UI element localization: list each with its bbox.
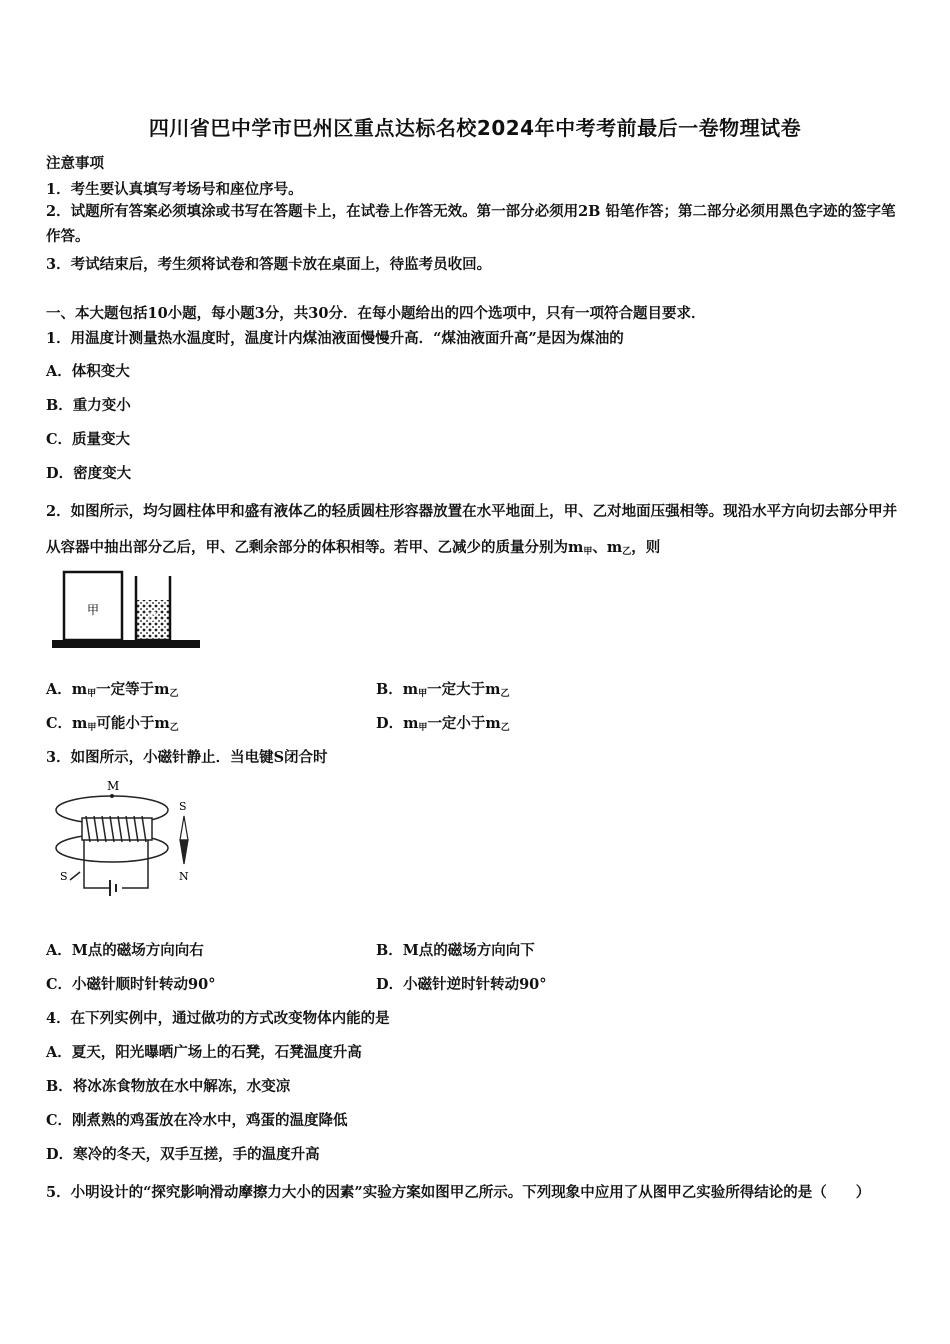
label-jia: 甲	[86, 603, 100, 617]
needle-north	[180, 840, 188, 864]
switch	[70, 872, 80, 880]
q2-option-c: C．$m_甲$可能小于$m_乙$	[46, 715, 179, 733]
q1-option-a: A．体积变大	[46, 363, 130, 380]
battery	[110, 880, 116, 896]
label-m: M	[107, 779, 120, 793]
q2-stem: 2．如图所示，均匀圆柱体甲和盛有液体乙的轻质圆柱形容器放置在水平地面上，甲、乙对地面压强相等。现沿水平方向切去部分甲并从容器中抽出部分乙后，甲、乙剩余部分的体积相等。若甲、乙减少的质量分别为$m_甲$、$m_乙$，则	[46, 503, 898, 557]
q1-option-b: B．重力变小	[46, 397, 131, 414]
q1-option-c: C．质量变大	[46, 431, 131, 448]
label-s: S	[179, 800, 187, 813]
q4-option-c: C．刚煮熟的鸡蛋放在冷水中，鸡蛋的温度降低	[46, 1112, 348, 1129]
needle-south	[180, 816, 188, 840]
q3-option-b: B．M点的磁场方向向下	[376, 942, 535, 959]
q4-option-a: A．夏天，阳光曝晒广场上的石凳，石凳温度升高	[46, 1044, 362, 1061]
q3-option-a: A．M点的磁场方向向右	[46, 942, 204, 959]
q3-option-d: D．小磁针逆时针转动90°	[376, 976, 547, 993]
q2-option-d: D．$m_甲$一定小于$m_乙$	[376, 715, 510, 733]
label-n: N	[179, 870, 189, 883]
q1-option-d: D．密度变大	[46, 465, 132, 482]
notice-heading: 注意事项	[46, 155, 104, 172]
q5-stem: 5．小明设计的“探究影响滑动摩擦力大小的因素”实验方案如图甲乙所示。下列现象中应用了从图甲乙实验所得结论的是（ ）	[46, 1184, 871, 1201]
q3-option-c: C．小磁针顺时针转动90°	[46, 976, 216, 993]
notice-item-3: 3．考试结束后，考生须将试卷和答题卡放在桌面上，待监考员收回。	[46, 256, 492, 273]
point-m	[110, 794, 114, 798]
q4-option-b: B．将冰冻食物放在水中解冻，水变凉	[46, 1078, 291, 1095]
q4-stem: 4．在下列实例中，通过做功的方式改变物体内能的是	[46, 1010, 390, 1027]
q4-option-d: D．寒冷的冬天，双手互搓，手的温度升高	[46, 1146, 320, 1163]
q3-stem: 3．如图所示，小磁针静止．当电键S闭合时	[46, 749, 328, 766]
notice-item-2: 2．试题所有答案必须填涂或书写在答题卡上，在试卷上作答无效。第一部分必须用2B 铅笔作答；第二部分必须用黑色字迹的签字笔作答。	[46, 203, 896, 245]
q2-option-a: A．$m_甲$一定等于$m_乙$	[46, 681, 179, 699]
q3-figure	[50, 776, 210, 908]
label-switch: S	[60, 870, 68, 883]
page-title: 四川省巴中学市巴州区重点达标名校2024年中考考前最后一卷物理试卷	[148, 116, 802, 140]
notice-item-1: 1．考生要认真填写考场号和座位序号。	[46, 181, 303, 198]
q2-option-b: B．$m_甲$一定大于$m_乙$	[376, 681, 510, 699]
circuit-wire	[84, 840, 148, 888]
solenoid-core	[82, 818, 152, 840]
q1-stem: 1．用温度计测量热水温度时，温度计内煤油液面慢慢升高．“煤油液面升高”是因为煤油的	[46, 330, 624, 347]
q2-figure	[52, 568, 204, 656]
label-yi: 乙	[147, 610, 159, 623]
section-heading: 一、本大题包括10小题，每小题3分，共30分．在每小题给出的四个选项中，只有一项符合题目要求．	[46, 305, 706, 322]
